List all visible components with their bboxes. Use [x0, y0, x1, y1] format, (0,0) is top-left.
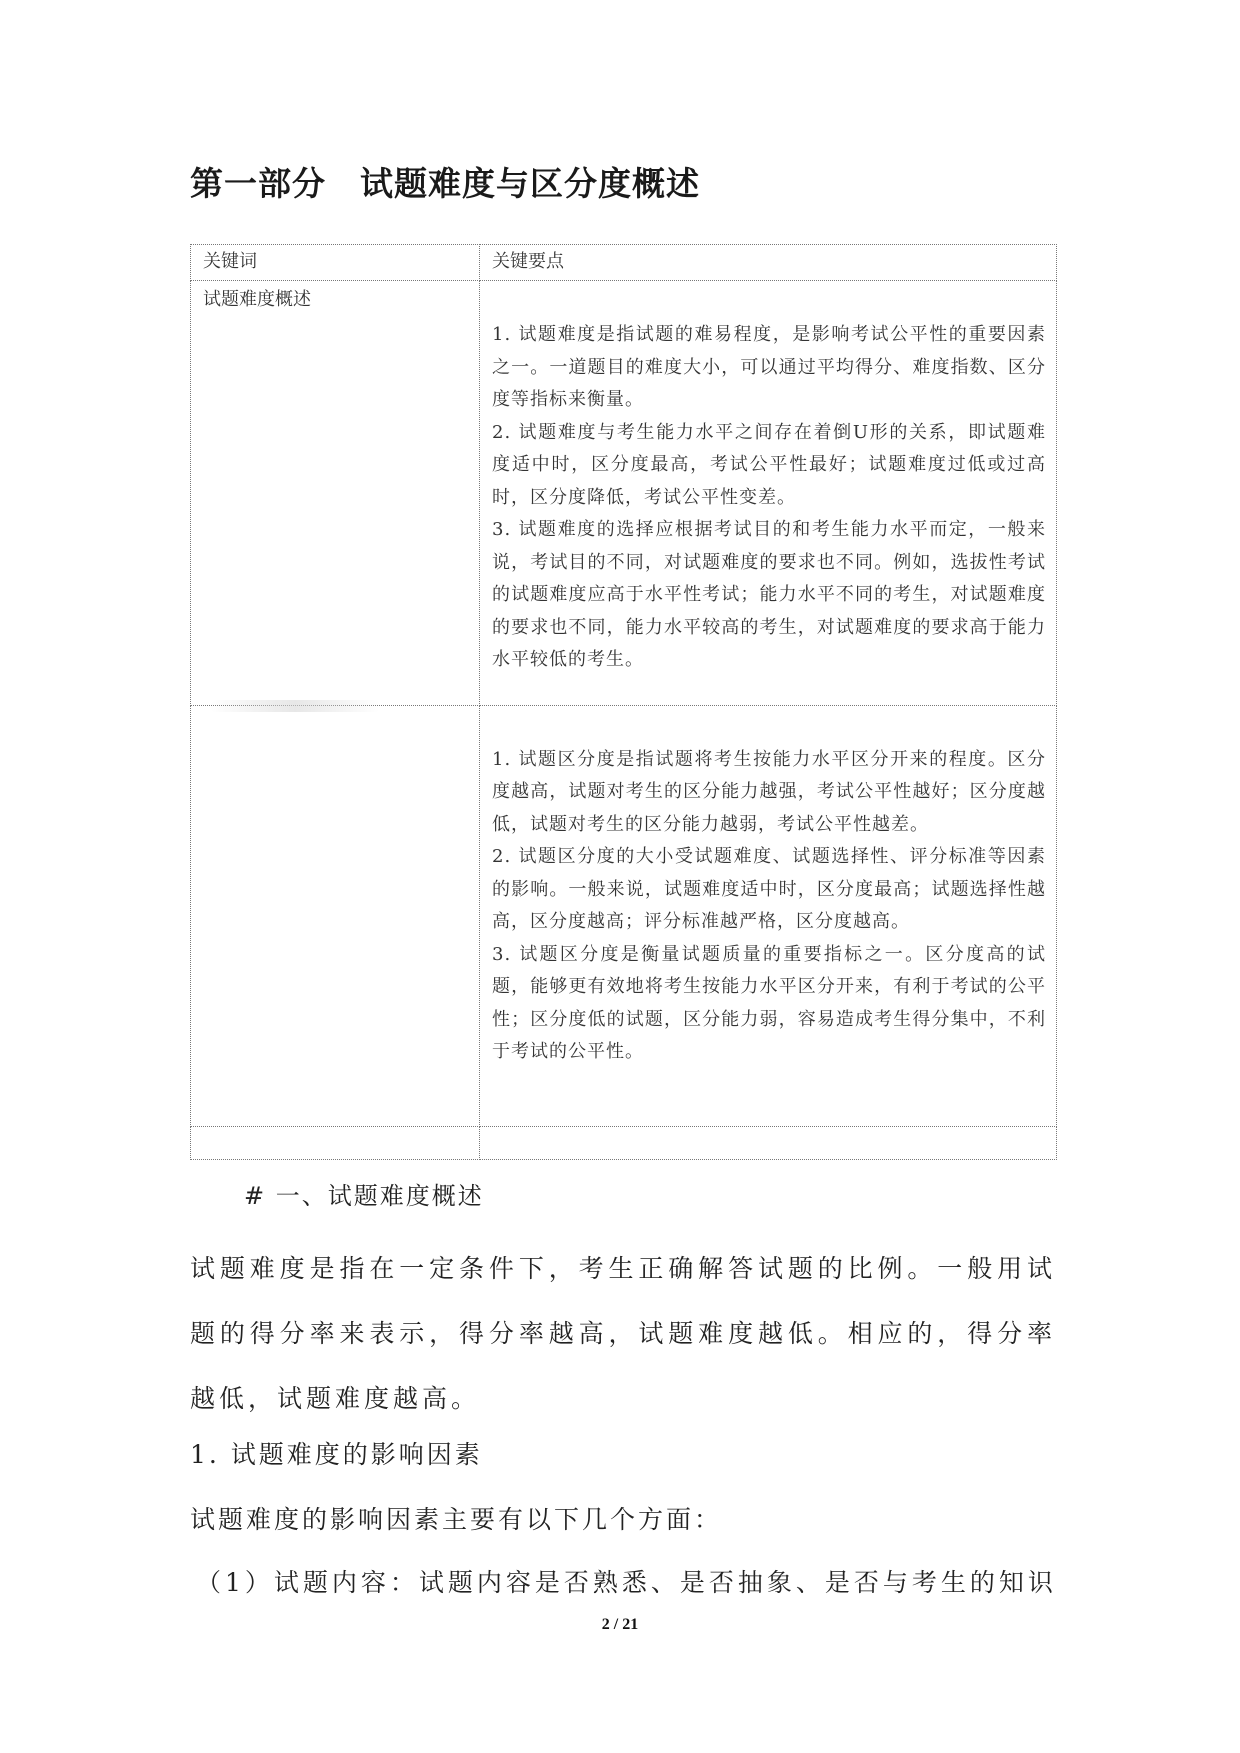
- key-point: 3. 试题区分度是衡量试题质量的重要指标之一。区分度高的试题，能够更有效地将考生按能力水平区分开来，有利于考试的公平性；区分度低的试题，区分能力弱，容易造成考生得分集中，不利于考试的公平性。: [492, 943, 1046, 1062]
- page-title: 第一部分 试题难度与区分度概述: [190, 164, 700, 203]
- empty-cell: [191, 1126, 480, 1159]
- page-number: 2 / 21: [601, 1616, 639, 1633]
- key-point: 2. 试题区分度的大小受试题难度、试题选择性、评分标准等因素的影响。一般来说，试题难度适中时，区分度最高；试题选择性越高，区分度越高；评分标准越严格，区分度越高。: [492, 846, 1046, 932]
- keyword-cell: 试题难度概述: [191, 281, 480, 706]
- table-row-empty: [191, 1126, 1057, 1159]
- intro-line: 试题难度的影响因素主要有以下几个方面：: [190, 1505, 723, 1534]
- list-item: （1）试题内容：试题内容是否熟悉、是否抽象、是否与考生的知识: [196, 1568, 1057, 1597]
- key-point: 3. 试题难度的选择应根据考试目的和考生能力水平而定，一般来说，考试目的不同，对试题难度的要求也不同。例如，选拔性考试的试题难度应高于水平性考试；能力水平不同的考生，对试题难度的要求也不同，能力水平较高的考生，对试题难度的要求高于能力水平较低的考生。: [492, 519, 1046, 670]
- section-heading: # 一、试题难度概述: [244, 1182, 484, 1210]
- key-point: 1. 试题区分度是指试题将考生按能力水平区分开来的程度。区分度越高，试题对考生的区分能力越强，考试公平性越好；区分度越低，试题对考生的区分能力越弱，考试公平性越差。: [492, 748, 1046, 835]
- empty-cell: [480, 1126, 1057, 1159]
- subheading: 1. 试题难度的影响因素: [190, 1440, 483, 1469]
- key-points-cell: [480, 705, 1057, 1126]
- key-point: 1. 试题难度是指试题的难易程度，是影响考试公平性的重要因素之一。一道题目的难度大小，可以通过平均得分、难度指数、区分度等指标来衡量。: [492, 324, 1046, 410]
- header-key-points: 关键要点: [480, 245, 1057, 281]
- table-row: [191, 705, 1057, 1126]
- table-row: [191, 281, 1057, 706]
- key-point: 2. 试题难度与考生能力水平之间存在着倒U形的关系，即试题难度适中时，区分度最高，考试公平性最好；试题难度过低或过高时，区分度降低，考试公平性变差。: [492, 421, 1046, 508]
- header-keyword: 关键词: [191, 245, 480, 281]
- body-paragraph: 试题难度是指在一定条件下，考生正确解答试题的比例。一般用试题的得分率来表示，得分率越高，试题难度越低。相应的，得分率越低，试题难度越高。: [190, 1254, 1056, 1413]
- scan-smudge: [210, 700, 380, 712]
- table-header-row: [191, 245, 1057, 281]
- keyword-cell: [191, 705, 480, 1126]
- key-points-cell: [480, 281, 1057, 706]
